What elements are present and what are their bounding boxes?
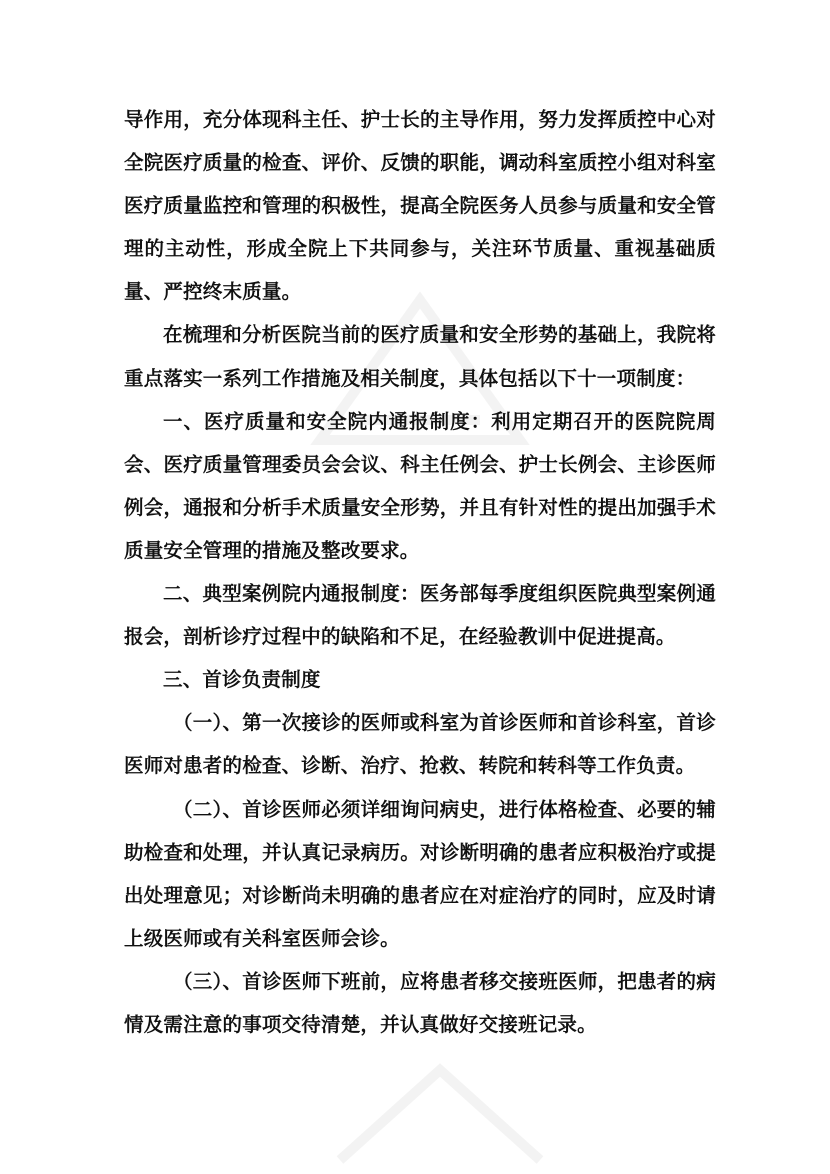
paragraph-subsection-one: （一）、第一次接诊的医师或科室为首诊医师和首诊科室，首诊医师对患者的检查、诊断、治疗、抢救、转院和转科等工作负责。 [124,711,716,778]
section-heading-three: 三、首诊负责制度 [163,668,321,692]
paragraph-section-two: 二、典型案例院内通报制度：医务部每季度组织医院典型案例通报会，剖析诊疗过程中的缺陷和不足，在经验教训中促进提高。 [124,582,716,649]
watermark-stamp-icon [330,1060,550,1170]
paragraph: 在梳理和分析医院当前的医疗质量和安全形势的基础上，我院将重点落实一系列工作措施及相关制度，具体包括以下十一项制度： [124,323,716,390]
paragraph-section-one: 一、医疗质量和安全院内通报制度：利用定期召开的医院院周会、医疗质量管理委员会会议、科主任例会、护士长例会、主诊医师例会，通报和分析手术质量安全形势，并且有针对性的提出加强手术质量安全管理的措施及整改要求。 [124,409,716,562]
paragraph-subsection-three: （三）、首诊医师下班前，应将患者移交接班医师，把患者的病情及需注意的事项交待清楚，并认真做好交接班记录。 [124,969,716,1036]
document-body [124,98,716,1046]
paragraph-subsection-two: （二）、首诊医师必须详细询问病史，进行体格检查、必要的辅助检查和处理，并认真记录病历。对诊断明确的患者应积极治疗或提出处理意见；对诊断尚未明确的患者应在对症治疗的同时，应及时请上级医师或有关科室医师会诊。 [124,797,716,950]
paragraph: 导作用，充分体现科主任、护士长的主导作用，努力发挥质控中心对全院医疗质量的检查、评价、反馈的职能，调动科室质控小组对科室医疗质量监控和管理的积极性，提高全院医务人员参与质量和安全管理的主动性，形成全院上下共同参与，关注环节质量、重视基础质量、严控终末质量。 [124,108,716,304]
